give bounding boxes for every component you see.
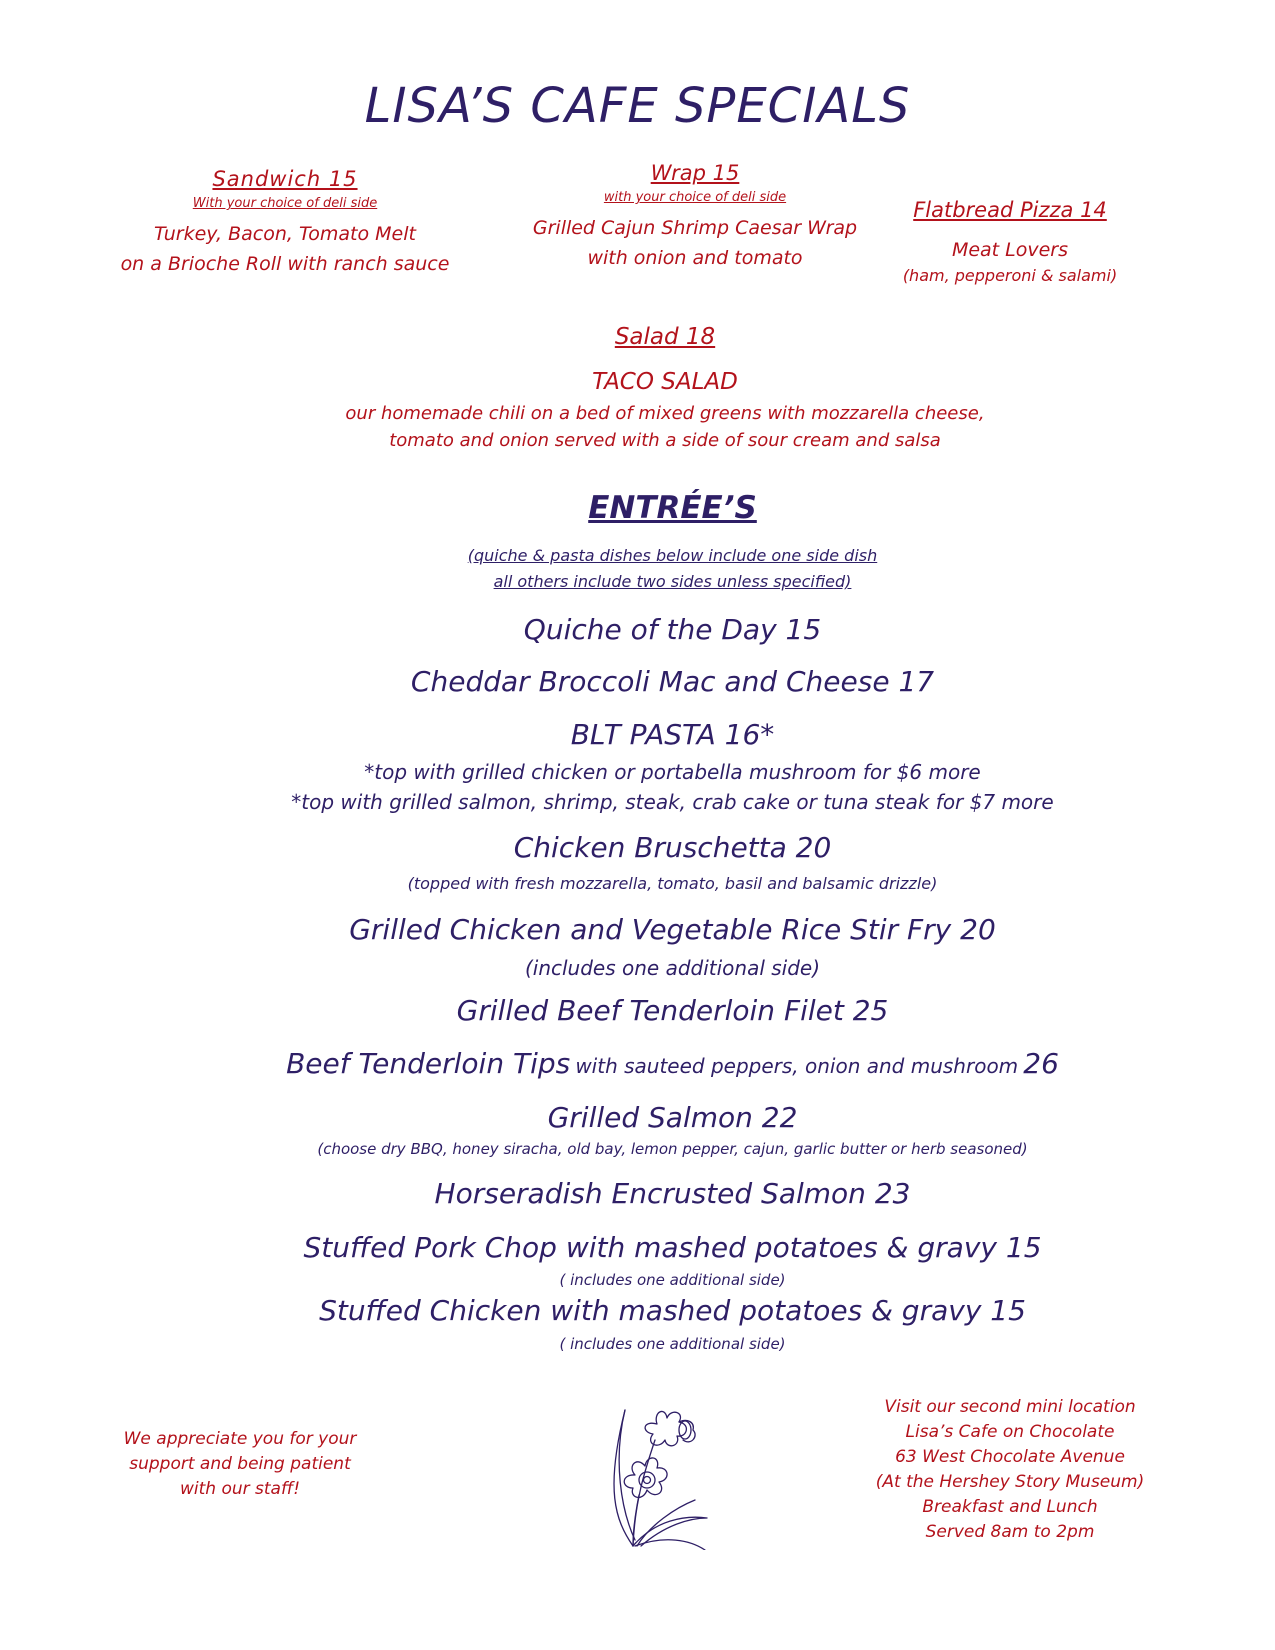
sandwich-line1: Turkey, Bacon, Tomato Melt (154, 223, 416, 245)
salad-line2: tomato and onion served with a side of sour cream and salsa (389, 430, 941, 451)
wrap-line1: Grilled Cajun Shrimp Caesar Wrap (532, 217, 858, 239)
blt-note-2: *top with grilled salmon, shrimp, steak, crab cake or tuna steak for $7 more (291, 790, 1054, 814)
salad-line1: our homemade chili on a bed of mixed greens with mozzarella cheese, (345, 403, 985, 424)
sandwich-note: With your choice of deli side (192, 196, 378, 211)
sandwich-section (85, 165, 485, 279)
footer-right-line2: Lisa’s Cafe on Chocolate (905, 1422, 1115, 1442)
entree-quiche: Quiche of the Day 15 (523, 613, 822, 646)
sandwich-heading: Sandwich 15 (212, 167, 358, 191)
stuffed-chicken-note: ( includes one additional side) (559, 1335, 786, 1353)
flatbread-line1: Meat Lovers (951, 239, 1069, 261)
entrees-heading: ENTRÉE’S (588, 490, 757, 526)
entree-pork-chop: Stuffed Pork Chop with mashed potatoes & gravy 15 (303, 1231, 1042, 1264)
entree-filet: Grilled Beef Tenderloin Filet 25 (456, 994, 889, 1027)
entree-tips (0, 1046, 1275, 1086)
entree-stir-fry: Grilled Chicken and Vegetable Rice Stir Fry 20 (349, 913, 996, 946)
page-title: LISA’S CAFE SPECIALS (364, 78, 911, 134)
pork-chop-note: ( includes one additional side) (559, 1271, 786, 1289)
salad-heading: Salad 18 (614, 324, 716, 350)
bruschetta-note: (topped with fresh mozzarella, tomato, basil and balsamic drizzle) (407, 874, 938, 893)
entrees-note-1: (quiche & pasta dishes below include one side dish (467, 546, 878, 565)
tips-price: 26 (1023, 1047, 1059, 1080)
footer-right-line1: Visit our second mini location (884, 1397, 1136, 1417)
footer-right-line4: (At the Hershey Story Museum) (875, 1472, 1145, 1492)
footer-left-line2: support and being patient (129, 1454, 351, 1474)
footer-right-line6: Served 8am to 2pm (925, 1522, 1095, 1542)
entree-stuffed-chicken: Stuffed Chicken with mashed potatoes & gravy 15 (319, 1294, 1026, 1327)
wrap-section (495, 159, 895, 273)
sandwich-line2: on a Brioche Roll with ranch sauce (120, 253, 450, 275)
entree-bruschetta: Chicken Bruschetta 20 (513, 831, 832, 864)
salmon-note: (choose dry BBQ, honey siracha, old bay, lemon pepper, cajun, garlic butter or herb seasoned) (317, 1140, 1028, 1158)
footer-right-line3: 63 West Chocolate Avenue (895, 1447, 1125, 1467)
flatbread-section (860, 196, 1160, 287)
entrees-note-2: all others include two sides unless specified) (493, 572, 852, 591)
footer-left-line1: We appreciate you for your (123, 1429, 357, 1449)
tips-description: with sauteed peppers, onion and mushroom (575, 1054, 1019, 1078)
wrap-line2: with onion and tomato (587, 247, 803, 269)
entree-salmon: Grilled Salmon 22 (547, 1101, 798, 1134)
blt-note-1: *top with grilled chicken or portabella mushroom for $6 more (364, 760, 981, 784)
wrap-heading: Wrap 15 (650, 161, 740, 185)
tips-name: Beef Tenderloin Tips (286, 1047, 571, 1080)
footer-left-line3: with our staff! (179, 1479, 301, 1499)
entree-blt-pasta: BLT PASTA 16* (570, 718, 775, 751)
salad-name: TACO SALAD (592, 369, 738, 395)
footer-right (860, 1395, 1160, 1545)
stir-fry-note: (includes one additional side) (524, 956, 821, 980)
wrap-note: with your choice of deli side (603, 190, 787, 205)
daffodil-illustration (595, 1400, 725, 1550)
salad-section (0, 322, 1275, 454)
entree-mac: Cheddar Broccoli Mac and Cheese 17 (410, 665, 935, 698)
flatbread-line2: (ham, pepperoni & salami) (902, 266, 1118, 285)
entree-horseradish-salmon: Horseradish Encrusted Salmon 23 (434, 1177, 911, 1210)
footer-right-line5: Breakfast and Lunch (922, 1497, 1098, 1517)
flatbread-heading: Flatbread Pizza 14 (913, 198, 1107, 222)
footer-left (100, 1427, 380, 1502)
